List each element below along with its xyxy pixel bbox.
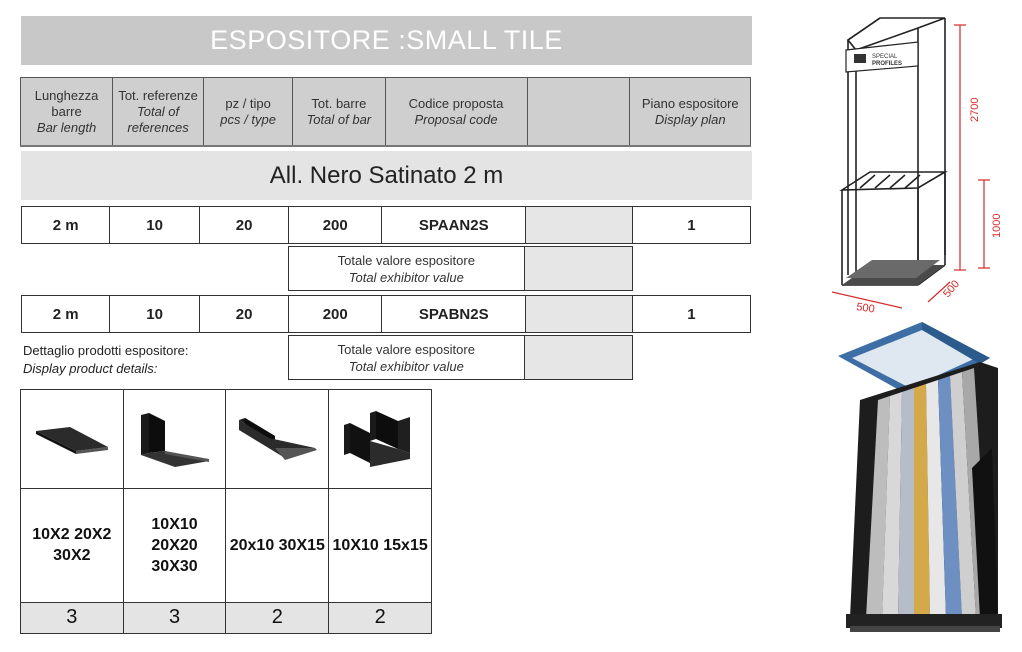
- header-label-it: Lunghezza: [34, 88, 99, 103]
- header-display-plan: [630, 78, 751, 147]
- product-sizes: [21, 488, 124, 602]
- cell-refs: 10: [110, 296, 199, 333]
- cell-code: SPAAN2S: [382, 207, 526, 244]
- cell-length: 2 m: [22, 296, 110, 333]
- sign-text-line1: SPECIAL: [872, 54, 898, 60]
- l-profile-icon: [235, 414, 319, 464]
- header-label-en: Total of references: [127, 104, 189, 135]
- total-value: [524, 247, 632, 291]
- product-sizes-text: 10X10 15x15: [332, 536, 428, 554]
- products-table: [20, 389, 432, 634]
- u-channel-icon: [340, 409, 420, 469]
- header-label-en: pcs / type: [220, 112, 276, 127]
- cell-plan: 1: [632, 207, 750, 244]
- product-image-cell: [329, 390, 432, 489]
- total-label: [289, 336, 525, 380]
- cell-refs: 10: [110, 207, 199, 244]
- cell-length: 2 m: [22, 207, 110, 244]
- total-label-it: Totale valore espositore: [337, 341, 475, 357]
- product-row: [21, 206, 751, 244]
- sign-text-line2: PROFILES: [872, 61, 903, 67]
- section-band: All. Nero Satinato 2 m: [21, 151, 752, 200]
- product-row: [21, 295, 751, 333]
- total-label-en: Total exhibitor value: [348, 269, 464, 285]
- total-value: [524, 336, 632, 380]
- display-stand-drawing: [820, 10, 1020, 320]
- total-label-it: Totale valore espositore: [337, 252, 475, 268]
- details-label-en: Display product details:: [23, 361, 158, 376]
- header-label-it-2: barre: [51, 104, 82, 119]
- cell-pcs: 20: [199, 207, 288, 244]
- flat-bar-icon: [32, 419, 112, 459]
- total-label-en: Total exhibitor value: [348, 358, 464, 374]
- total-row: [288, 246, 633, 291]
- header-total-bar: [293, 78, 385, 147]
- product-sizes-text: 10X10 20X20 30X30: [151, 515, 198, 575]
- header-label-it: Codice proposta: [408, 96, 504, 111]
- angle-profile-icon: [135, 409, 215, 469]
- dimension-width: 500: [855, 301, 876, 316]
- details-label-it: Dettaglio prodotti espositore:: [23, 343, 189, 358]
- product-image-cell: [123, 390, 226, 489]
- header-label-en: Bar length: [36, 120, 97, 135]
- header-pcs-type: [204, 78, 293, 147]
- page-title: ESPOSITORE :SMALL TILE: [21, 16, 752, 65]
- cell-value: [526, 296, 632, 333]
- cell-bars: 200: [289, 207, 382, 244]
- logo-mark-icon: [854, 54, 866, 63]
- header-divider: [20, 145, 751, 147]
- dimension-mid: 1000: [991, 213, 1003, 238]
- product-image-cell: [226, 390, 329, 489]
- display-stand-photo: [830, 318, 1010, 650]
- product-sizes: [329, 488, 432, 602]
- header-proposal-code: [385, 78, 527, 147]
- header-table: [20, 77, 751, 147]
- product-count: 3: [123, 602, 226, 633]
- product-sizes-text: 10X2 20X2 30X2: [32, 526, 112, 565]
- cell-plan: 1: [632, 296, 750, 333]
- header-row: [21, 78, 751, 147]
- dimension-height: 2700: [969, 97, 981, 122]
- details-label: [23, 342, 188, 378]
- dimension-depth: 500: [941, 278, 963, 300]
- product-image-cell: [21, 390, 124, 489]
- header-label-en: Total of bar: [306, 112, 372, 127]
- total-label: [289, 247, 525, 291]
- header-empty: [527, 78, 630, 147]
- cell-pcs: 20: [199, 296, 288, 333]
- header-bar-length: [21, 78, 113, 147]
- product-count: 3: [21, 602, 124, 633]
- header-label-en: Display plan: [654, 112, 726, 127]
- product-count: 2: [226, 602, 329, 633]
- header-label-it: Tot. barre: [311, 96, 367, 111]
- product-sizes: [123, 488, 226, 602]
- product-sizes: [226, 488, 329, 602]
- cell-value: [526, 207, 632, 244]
- cell-bars: 200: [289, 296, 382, 333]
- header-label-it: Tot. referenze: [118, 88, 198, 103]
- header-label-it: pz / tipo: [225, 96, 271, 111]
- cell-code: SPABN2S: [382, 296, 526, 333]
- product-sizes-text: 20x10 30X15: [229, 536, 325, 554]
- header-total-references: [113, 78, 204, 147]
- header-label-en: Proposal code: [414, 112, 498, 127]
- total-row: [288, 335, 633, 380]
- product-count: 2: [329, 602, 432, 633]
- header-label-it: Piano espositore: [641, 96, 739, 111]
